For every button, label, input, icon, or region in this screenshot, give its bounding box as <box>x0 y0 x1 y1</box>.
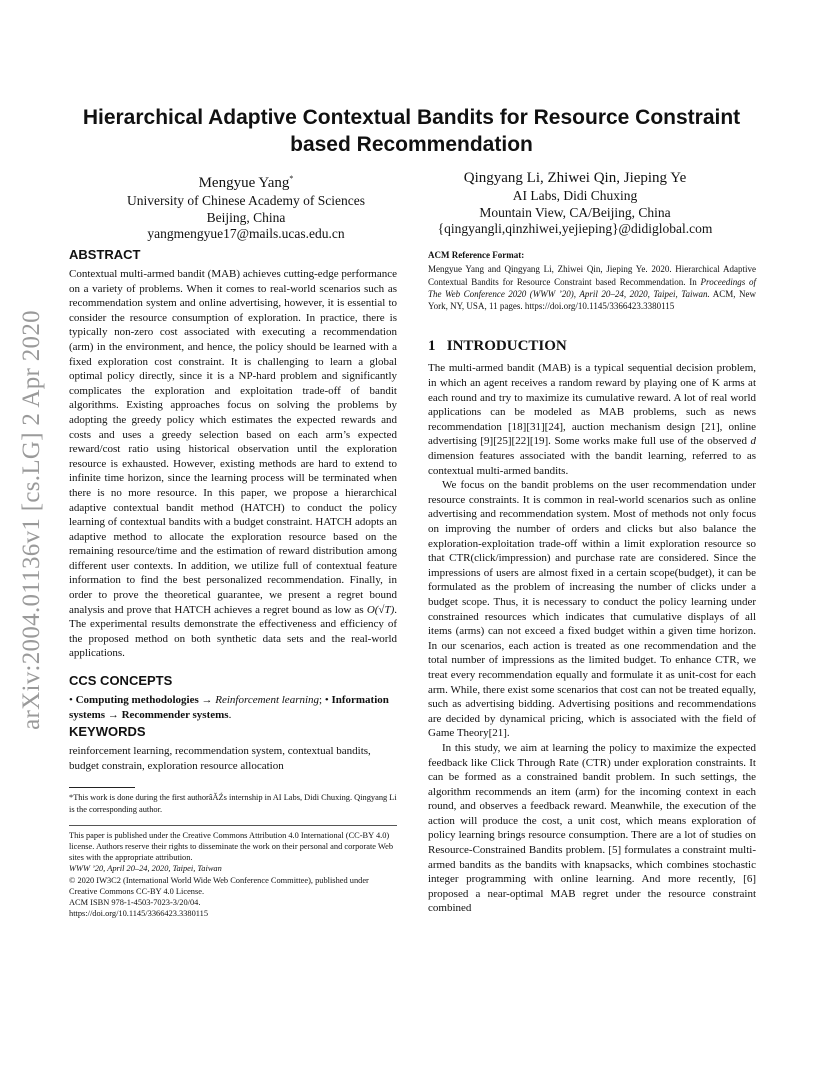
arxiv-stamp-text: arXiv:2004.01136v1 [cs.LG] 2 Apr 2020 <box>18 310 45 730</box>
author-affiliation: AI Labs, Didi Chuxing <box>512 188 638 203</box>
author-email: {qingyangli,qinzhiwei,yejieping}@didiglobal.com <box>437 221 713 236</box>
intro-paragraph-2: We focus on the bandit problems on the user recommendation under resource constraints. It is common in real-world scenarios such as online advertising and recommendation system. Most of methods not only focus on improving the number of orders and clicks but also balance the exploration-exploitation trade-off within a limit exploration resource so that CTR(click/impression) and purchase rate are considered. Since the impressions of users are almost fixed in a certain scope(budget), it can be formulated as the problem of increasing the number of clicks under a budget scope. Thus, it is necessary to conduct the policy learning under constrained resources which indicates that cumulative displays of all items (arms) can not exceed a fixed budget within a given time horizon. In our scenarios, each action is treated as one recommendation and the total number of impressions as the limited budget. To enhance CTR, we treat every recommendation equally and formulate it as unit-cost for each arm. While, there exist some scenarios that cost can not be treated equally, such as advertising bidding. Advertising positions and recommendations are decided by dynamical pricing, which is associated with the field of Game Theory[21]. <box>428 479 756 740</box>
intro-paragraph-1: The multi-armed bandit (MAB) is a typical sequential decision problem, in which an agent receives a random reward by playing one of K arms at each round and try to maximize its cumulative reward. A lot of real world applications can be modeled as MAB problems, such as news recommendation [18][31][24], auction mechanism design [21], online advertising [9][25][22][19]. Some works make full use of the observed d dimension features associated with the bandit learning, referred to as contextual multi-armed bandits. <box>428 362 757 477</box>
footnote-rule <box>69 787 135 788</box>
intro-heading: 1 INTRODUCTION <box>428 338 567 355</box>
author-location: Mountain View, CA/Beijing, China <box>479 204 671 220</box>
license-block: This paper is published under the Creative Commons Attribution 4.0 International (CC-BY 4.0) license. Authors reserve their rights to disseminate the work on their personal and corporate Web sites with the appropriate attribution. WWW ’20, April 20–24, 2020, Taipei, Taiwan © 2020 IW3C2 (International World Wide Web Conference Committee), published under Creative Commons CC-BY 4.0 License. ACM ISBN 978-1-4503-7023-3/20/04. https://doi.org/10.1145/3366423.3380115 <box>69 830 397 920</box>
author-block-right <box>425 169 725 238</box>
author-name: Mengyue Yang* <box>198 174 294 191</box>
ccs-concepts: • Computing methodologies → Reinforcement learning; • Information systems → Recommender systems. <box>69 694 389 721</box>
ccs-heading: CCS CONCEPTS <box>69 673 173 689</box>
doi-link[interactable]: https://doi.org/10.1145/3366423.3380115 <box>69 909 209 919</box>
author-block-left <box>96 169 396 243</box>
page-title: Hierarchical Adaptive Contextual Bandits for Resource Constraint based Recommendation <box>82 106 741 156</box>
regret-bound: O(√T) <box>366 603 395 616</box>
keywords-text: reinforcement learning, recommendation system, contextual bandits, budget constrain, exploration resource allocation <box>69 745 371 772</box>
acm-reference-heading: ACM Reference Format: <box>428 250 525 260</box>
abstract-heading: ABSTRACT <box>69 247 141 262</box>
footnote: *This work is done during the first authorâĂŹs internship in AI Labs, Didi Chuxing. Qingyang Li is the corresponding author. <box>69 793 397 814</box>
arxiv-stamp <box>2 290 62 750</box>
acm-reference: ACM Reference Format: Mengyue Yang and Qingyang Li, Zhiwei Qin, Jieping Ye. 2020. Hierarchical Adaptive Contextual Bandits for Resource Constraint based Recommendation. In Proceedings of The Web Conference 2020 (WWW ’20), April 20–24, 2020, Taipei, Taiwan. ACM, New York, NY, USA, 11 pages. https://doi.org/10.1145/3366423.3380115 <box>428 250 756 312</box>
author-name: Qingyang Li, Zhiwei Qin, Jieping Ye <box>463 170 687 186</box>
license-rule <box>69 825 397 826</box>
author-email: yangmengyue17@mails.ucas.edu.cn <box>147 226 345 241</box>
author-affiliation: University of Chinese Academy of Sciences <box>126 193 366 208</box>
left-column <box>69 247 397 919</box>
keywords-heading: KEYWORDS <box>69 724 146 740</box>
intro-paragraph-3: In this study, we aim at learning the policy to maximize the expected feedback like Click Through Rate (CTR) under exploration constraints. It can be formed as a constrained bandit problem. In such settings, the algorithm recommends an item (arm) for the incoming context in each round, and observes a feedback reward. Meanwhile, the execution of the action will produce the cost, a unit cost, which means exploration of policy learning brings resource consumption. There are a lot of studies on Resource-Constrained Bandits problem. [5] formulates a constraint multi-armed bandits as the bandits with knapsacks, which combines stochastic integer programming with online learning. And more recently, [6] proposed a near-optimal MAB regret under the resource constraint combined <box>428 741 756 915</box>
right-column <box>428 249 756 916</box>
abstract-body: Contextual multi-armed bandit (MAB) achieves cutting-edge performance on a variety of problems. When it comes to real-world scenarios such as recommendation system and online advertising, however, it is essential to consider the resource consumption of exploration. In practice, there is typically non-zero cost associated with executing a recommendation (arm) in the environment, and hence, the policy should be learned with a fixed exploration cost constraint. It is challenging to learn a global optimal policy directly, since it is a NP-hard problem and significantly complicates the exploration and exploitation trade-off of bandit algorithms. Existing approaches focus on solving the problems by adopting the greedy policy which estimates the expected rewards and costs and uses a greedy selection based on each arm’s expected reward/cost ratio using historical observation until the exploration resource is exhausted. However, existing methods are hard to extend to infinite time horizon, since the learning process will be terminated when there is no more resource. In this paper, we propose a hierarchical adaptive contextual bandit method (HATCH) to conduct the policy learning of contextual bandits with a budget constraint. HATCH adopts an adaptive method to allocate the exploration resource based on the remaining resource/time and the estimation of reward distribution among different user contexts. In addition, we utilize full of contextual feature information to find the best personalized recommendation. Finally, in order to prove the theoretical guarantee, we present a regret bound analysis and prove that HATCH achieves a regret bound as low as O(√T). The experimental results demonstrate the effectiveness and efficiency of the proposed method on both synthetic data sets and the real-world applications. <box>69 268 397 660</box>
author-location: Beijing, China <box>206 209 286 225</box>
